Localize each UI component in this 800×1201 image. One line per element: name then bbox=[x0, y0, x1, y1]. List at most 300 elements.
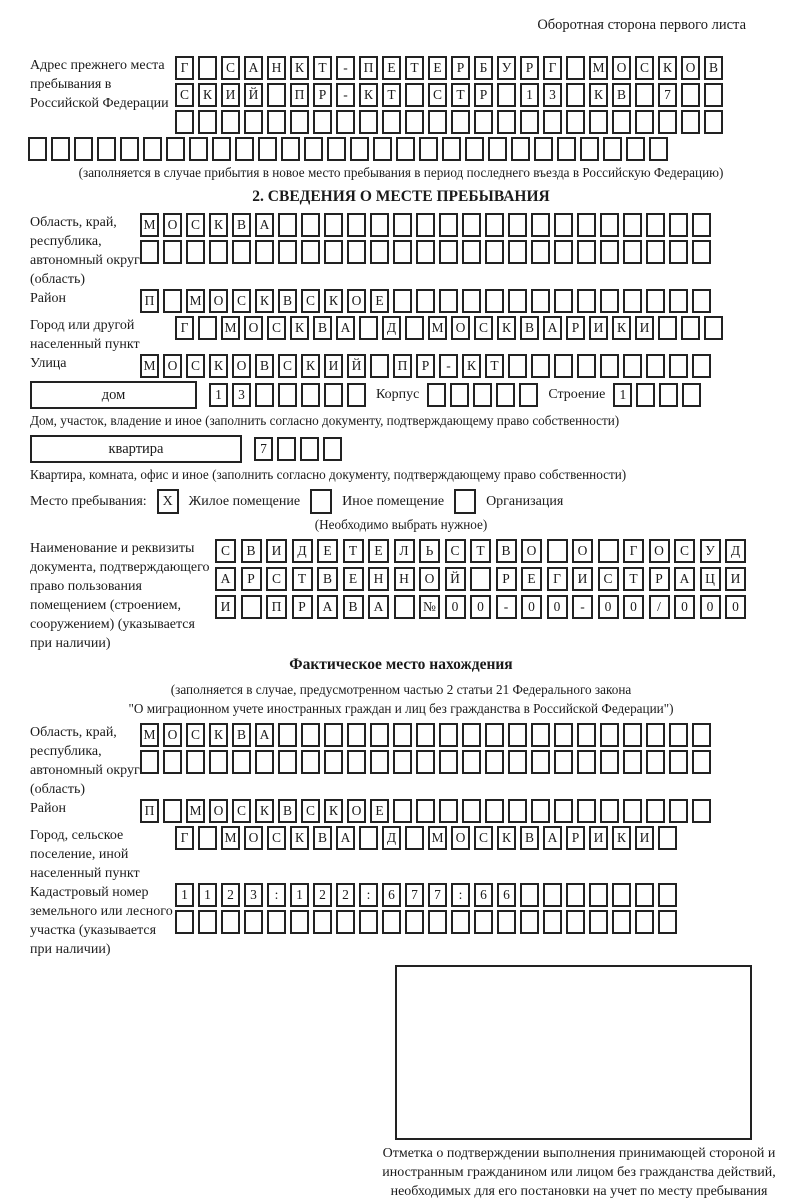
char-box[interactable] bbox=[324, 213, 343, 237]
char-box[interactable] bbox=[543, 910, 562, 934]
char-box[interactable] bbox=[281, 137, 300, 161]
char-box[interactable] bbox=[393, 213, 412, 237]
char-box[interactable]: Е bbox=[370, 799, 389, 823]
char-box[interactable]: О bbox=[572, 539, 593, 563]
char-box[interactable]: М bbox=[140, 213, 159, 237]
checkbox-organization[interactable] bbox=[454, 489, 476, 514]
char-box[interactable]: 3 bbox=[244, 883, 263, 907]
char-box[interactable] bbox=[163, 799, 182, 823]
char-box[interactable]: А bbox=[255, 213, 274, 237]
char-box[interactable] bbox=[405, 83, 424, 107]
char-box[interactable]: Г bbox=[623, 539, 644, 563]
char-box[interactable] bbox=[301, 723, 320, 747]
char-box[interactable] bbox=[600, 213, 619, 237]
char-box[interactable] bbox=[646, 354, 665, 378]
char-box[interactable]: Т bbox=[451, 83, 470, 107]
char-box[interactable]: 6 bbox=[497, 883, 516, 907]
char-box[interactable]: Р bbox=[649, 567, 670, 591]
char-box[interactable] bbox=[186, 240, 205, 264]
char-box[interactable] bbox=[393, 723, 412, 747]
char-box[interactable]: П bbox=[140, 289, 159, 313]
char-box[interactable]: А bbox=[244, 56, 263, 80]
char-box[interactable] bbox=[97, 137, 116, 161]
char-box[interactable] bbox=[336, 110, 355, 134]
char-box[interactable] bbox=[140, 240, 159, 264]
char-box[interactable] bbox=[635, 110, 654, 134]
char-box[interactable]: 2 bbox=[221, 883, 240, 907]
char-box[interactable] bbox=[393, 289, 412, 313]
char-box[interactable]: М bbox=[428, 316, 447, 340]
char-box[interactable] bbox=[373, 137, 392, 161]
char-box[interactable] bbox=[212, 137, 231, 161]
char-box[interactable]: Д bbox=[382, 826, 401, 850]
char-box[interactable] bbox=[646, 799, 665, 823]
char-box[interactable]: О bbox=[649, 539, 670, 563]
char-box[interactable]: 3 bbox=[543, 83, 562, 107]
char-box[interactable]: С bbox=[186, 213, 205, 237]
char-box[interactable]: И bbox=[635, 826, 654, 850]
char-box[interactable]: У bbox=[700, 539, 721, 563]
char-box[interactable]: 0 bbox=[445, 595, 466, 619]
char-box[interactable] bbox=[300, 437, 319, 461]
char-box[interactable] bbox=[462, 289, 481, 313]
char-box[interactable] bbox=[267, 110, 286, 134]
char-box[interactable]: С bbox=[186, 354, 205, 378]
char-box[interactable] bbox=[681, 83, 700, 107]
char-box[interactable]: Г bbox=[543, 56, 562, 80]
char-box[interactable]: Н bbox=[394, 567, 415, 591]
char-box[interactable] bbox=[692, 723, 711, 747]
char-box[interactable]: К bbox=[462, 354, 481, 378]
char-box[interactable] bbox=[485, 213, 504, 237]
char-box[interactable] bbox=[600, 799, 619, 823]
char-box[interactable]: С bbox=[232, 799, 251, 823]
char-box[interactable]: № bbox=[419, 595, 440, 619]
char-box[interactable] bbox=[416, 240, 435, 264]
char-box[interactable]: К bbox=[209, 723, 228, 747]
char-box[interactable] bbox=[462, 240, 481, 264]
char-box[interactable] bbox=[519, 383, 538, 407]
char-box[interactable]: А bbox=[336, 316, 355, 340]
char-box[interactable] bbox=[497, 110, 516, 134]
char-box[interactable] bbox=[393, 750, 412, 774]
char-box[interactable]: 0 bbox=[598, 595, 619, 619]
char-box[interactable] bbox=[462, 750, 481, 774]
char-box[interactable] bbox=[370, 240, 389, 264]
char-box[interactable] bbox=[692, 354, 711, 378]
char-box[interactable]: В bbox=[313, 316, 332, 340]
char-box[interactable]: С bbox=[266, 567, 287, 591]
char-box[interactable] bbox=[531, 213, 550, 237]
char-box[interactable]: К bbox=[209, 213, 228, 237]
char-box[interactable] bbox=[612, 883, 631, 907]
char-box[interactable] bbox=[313, 910, 332, 934]
char-box[interactable] bbox=[589, 110, 608, 134]
char-box[interactable] bbox=[474, 110, 493, 134]
char-box[interactable] bbox=[451, 910, 470, 934]
char-box[interactable]: К bbox=[301, 354, 320, 378]
char-box[interactable]: / bbox=[649, 595, 670, 619]
char-box[interactable]: М bbox=[221, 826, 240, 850]
char-box[interactable] bbox=[278, 383, 297, 407]
checkbox-residential[interactable]: X bbox=[157, 489, 179, 514]
char-box[interactable] bbox=[635, 883, 654, 907]
char-box[interactable]: В bbox=[520, 826, 539, 850]
char-box[interactable] bbox=[278, 723, 297, 747]
char-box[interactable] bbox=[28, 137, 47, 161]
char-box[interactable] bbox=[428, 910, 447, 934]
char-box[interactable]: Р bbox=[474, 83, 493, 107]
char-box[interactable] bbox=[577, 289, 596, 313]
char-box[interactable] bbox=[623, 240, 642, 264]
char-box[interactable]: 0 bbox=[700, 595, 721, 619]
char-box[interactable]: К bbox=[324, 289, 343, 313]
char-box[interactable]: 0 bbox=[674, 595, 695, 619]
char-box[interactable] bbox=[347, 723, 366, 747]
char-box[interactable] bbox=[520, 910, 539, 934]
char-box[interactable] bbox=[439, 750, 458, 774]
char-box[interactable]: О bbox=[612, 56, 631, 80]
char-box[interactable]: О bbox=[163, 723, 182, 747]
char-box[interactable]: М bbox=[140, 354, 159, 378]
char-box[interactable] bbox=[465, 137, 484, 161]
char-box[interactable]: И bbox=[589, 826, 608, 850]
char-box[interactable] bbox=[623, 723, 642, 747]
char-box[interactable]: - bbox=[336, 56, 355, 80]
char-box[interactable] bbox=[669, 723, 688, 747]
char-box[interactable] bbox=[324, 383, 343, 407]
char-box[interactable] bbox=[462, 799, 481, 823]
char-box[interactable] bbox=[267, 910, 286, 934]
char-box[interactable]: О bbox=[232, 354, 251, 378]
char-box[interactable] bbox=[649, 137, 668, 161]
char-box[interactable] bbox=[511, 137, 530, 161]
char-box[interactable] bbox=[520, 883, 539, 907]
char-box[interactable] bbox=[51, 137, 70, 161]
char-box[interactable] bbox=[442, 137, 461, 161]
char-box[interactable]: 7 bbox=[658, 83, 677, 107]
char-box[interactable]: П bbox=[359, 56, 378, 80]
char-box[interactable] bbox=[393, 799, 412, 823]
char-box[interactable] bbox=[416, 213, 435, 237]
char-box[interactable]: 2 bbox=[336, 883, 355, 907]
char-box[interactable]: А bbox=[368, 595, 389, 619]
char-box[interactable]: И bbox=[215, 595, 236, 619]
char-box[interactable] bbox=[531, 799, 550, 823]
char-box[interactable]: П bbox=[140, 799, 159, 823]
char-box[interactable] bbox=[554, 289, 573, 313]
char-box[interactable] bbox=[120, 137, 139, 161]
char-box[interactable]: : bbox=[267, 883, 286, 907]
char-box[interactable] bbox=[241, 595, 262, 619]
char-box[interactable]: Т bbox=[485, 354, 504, 378]
char-box[interactable]: Р bbox=[292, 595, 313, 619]
char-box[interactable]: К bbox=[497, 316, 516, 340]
char-box[interactable]: Е bbox=[382, 56, 401, 80]
char-box[interactable]: И bbox=[221, 83, 240, 107]
char-box[interactable]: Т bbox=[313, 56, 332, 80]
char-box[interactable] bbox=[692, 240, 711, 264]
char-box[interactable]: : bbox=[451, 883, 470, 907]
char-box[interactable] bbox=[669, 799, 688, 823]
char-box[interactable] bbox=[669, 750, 688, 774]
char-box[interactable] bbox=[301, 213, 320, 237]
char-box[interactable] bbox=[439, 240, 458, 264]
char-box[interactable] bbox=[646, 289, 665, 313]
char-box[interactable] bbox=[566, 110, 585, 134]
char-box[interactable] bbox=[428, 110, 447, 134]
char-box[interactable] bbox=[255, 383, 274, 407]
char-box[interactable] bbox=[140, 750, 159, 774]
char-box[interactable] bbox=[554, 799, 573, 823]
char-box[interactable]: Р bbox=[566, 316, 585, 340]
char-box[interactable]: 3 bbox=[232, 383, 251, 407]
char-box[interactable] bbox=[255, 750, 274, 774]
char-box[interactable] bbox=[323, 437, 342, 461]
char-box[interactable]: В bbox=[278, 289, 297, 313]
char-box[interactable]: К bbox=[209, 354, 228, 378]
char-box[interactable]: П bbox=[290, 83, 309, 107]
char-box[interactable] bbox=[692, 213, 711, 237]
char-box[interactable]: К bbox=[658, 56, 677, 80]
char-box[interactable] bbox=[636, 383, 655, 407]
char-box[interactable]: - bbox=[496, 595, 517, 619]
char-box[interactable]: О bbox=[681, 56, 700, 80]
char-box[interactable] bbox=[382, 110, 401, 134]
char-box[interactable]: А bbox=[674, 567, 695, 591]
char-box[interactable] bbox=[566, 910, 585, 934]
char-box[interactable]: А bbox=[317, 595, 338, 619]
char-box[interactable]: В bbox=[343, 595, 364, 619]
char-box[interactable]: В bbox=[520, 316, 539, 340]
char-box[interactable] bbox=[520, 110, 539, 134]
char-box[interactable] bbox=[681, 110, 700, 134]
char-box[interactable]: Л bbox=[394, 539, 415, 563]
char-box[interactable] bbox=[244, 910, 263, 934]
char-box[interactable] bbox=[600, 240, 619, 264]
char-box[interactable] bbox=[327, 137, 346, 161]
char-box[interactable] bbox=[485, 750, 504, 774]
char-box[interactable]: О bbox=[244, 826, 263, 850]
char-box[interactable] bbox=[669, 354, 688, 378]
char-box[interactable]: В bbox=[612, 83, 631, 107]
char-box[interactable] bbox=[278, 240, 297, 264]
char-box[interactable]: И bbox=[324, 354, 343, 378]
char-box[interactable] bbox=[419, 137, 438, 161]
char-box[interactable] bbox=[163, 750, 182, 774]
char-box[interactable] bbox=[198, 316, 217, 340]
char-box[interactable]: Е bbox=[343, 567, 364, 591]
char-box[interactable] bbox=[189, 137, 208, 161]
char-box[interactable]: 0 bbox=[547, 595, 568, 619]
char-box[interactable] bbox=[600, 723, 619, 747]
char-box[interactable]: Р bbox=[313, 83, 332, 107]
char-box[interactable] bbox=[658, 910, 677, 934]
char-box[interactable] bbox=[508, 240, 527, 264]
char-box[interactable] bbox=[612, 110, 631, 134]
char-box[interactable] bbox=[589, 910, 608, 934]
char-box[interactable] bbox=[646, 723, 665, 747]
char-box[interactable] bbox=[439, 723, 458, 747]
char-box[interactable] bbox=[175, 910, 194, 934]
char-box[interactable] bbox=[232, 750, 251, 774]
char-box[interactable] bbox=[209, 750, 228, 774]
char-box[interactable] bbox=[508, 289, 527, 313]
char-box[interactable]: В bbox=[255, 354, 274, 378]
char-box[interactable] bbox=[531, 354, 550, 378]
char-box[interactable] bbox=[198, 110, 217, 134]
char-box[interactable]: У bbox=[497, 56, 516, 80]
char-box[interactable] bbox=[198, 826, 217, 850]
char-box[interactable]: Й bbox=[445, 567, 466, 591]
char-box[interactable]: М bbox=[221, 316, 240, 340]
char-box[interactable]: К bbox=[589, 83, 608, 107]
char-box[interactable] bbox=[589, 883, 608, 907]
char-box[interactable]: С bbox=[232, 289, 251, 313]
char-box[interactable] bbox=[255, 240, 274, 264]
char-box[interactable]: С bbox=[186, 723, 205, 747]
char-box[interactable] bbox=[682, 383, 701, 407]
char-box[interactable] bbox=[301, 750, 320, 774]
char-box[interactable]: Й bbox=[244, 83, 263, 107]
char-box[interactable] bbox=[290, 110, 309, 134]
char-box[interactable]: С bbox=[474, 826, 493, 850]
char-box[interactable]: Г bbox=[175, 826, 194, 850]
char-box[interactable]: Т bbox=[470, 539, 491, 563]
char-box[interactable] bbox=[577, 354, 596, 378]
char-box[interactable] bbox=[359, 826, 378, 850]
char-box[interactable] bbox=[547, 539, 568, 563]
char-box[interactable] bbox=[543, 883, 562, 907]
char-box[interactable]: А bbox=[336, 826, 355, 850]
char-box[interactable] bbox=[359, 110, 378, 134]
char-box[interactable]: Д bbox=[725, 539, 746, 563]
char-box[interactable]: К bbox=[359, 83, 378, 107]
char-box[interactable]: К bbox=[612, 826, 631, 850]
char-box[interactable] bbox=[416, 750, 435, 774]
char-box[interactable] bbox=[221, 110, 240, 134]
char-box[interactable]: В bbox=[496, 539, 517, 563]
char-box[interactable] bbox=[258, 137, 277, 161]
char-box[interactable] bbox=[74, 137, 93, 161]
char-box[interactable]: 1 bbox=[290, 883, 309, 907]
char-box[interactable]: О bbox=[521, 539, 542, 563]
checkbox-other-premises[interactable] bbox=[310, 489, 332, 514]
char-box[interactable]: М bbox=[589, 56, 608, 80]
char-box[interactable] bbox=[394, 595, 415, 619]
char-box[interactable] bbox=[704, 83, 723, 107]
char-box[interactable]: 6 bbox=[474, 883, 493, 907]
char-box[interactable]: Й bbox=[347, 354, 366, 378]
char-box[interactable]: С bbox=[278, 354, 297, 378]
char-box[interactable] bbox=[485, 723, 504, 747]
char-box[interactable] bbox=[496, 383, 515, 407]
char-box[interactable]: С bbox=[445, 539, 466, 563]
char-box[interactable]: 7 bbox=[428, 883, 447, 907]
char-box[interactable]: С bbox=[598, 567, 619, 591]
char-box[interactable] bbox=[635, 83, 654, 107]
char-box[interactable] bbox=[235, 137, 254, 161]
char-box[interactable]: В bbox=[241, 539, 262, 563]
char-box[interactable] bbox=[462, 723, 481, 747]
char-box[interactable]: О bbox=[451, 826, 470, 850]
char-box[interactable]: И bbox=[266, 539, 287, 563]
char-box[interactable] bbox=[497, 83, 516, 107]
char-box[interactable] bbox=[405, 826, 424, 850]
char-box[interactable] bbox=[370, 354, 389, 378]
char-box[interactable]: 2 bbox=[313, 883, 332, 907]
char-box[interactable] bbox=[531, 240, 550, 264]
char-box[interactable]: Е bbox=[317, 539, 338, 563]
char-box[interactable] bbox=[277, 437, 296, 461]
char-box[interactable] bbox=[393, 240, 412, 264]
char-box[interactable] bbox=[396, 137, 415, 161]
char-box[interactable] bbox=[324, 723, 343, 747]
char-box[interactable] bbox=[347, 213, 366, 237]
char-box[interactable]: Р bbox=[566, 826, 585, 850]
char-box[interactable]: Т bbox=[343, 539, 364, 563]
char-box[interactable]: 1 bbox=[209, 383, 228, 407]
char-box[interactable] bbox=[577, 213, 596, 237]
char-box[interactable]: П bbox=[393, 354, 412, 378]
char-box[interactable]: К bbox=[198, 83, 217, 107]
char-box[interactable]: 1 bbox=[198, 883, 217, 907]
char-box[interactable] bbox=[554, 750, 573, 774]
char-box[interactable]: М bbox=[140, 723, 159, 747]
char-box[interactable] bbox=[554, 723, 573, 747]
char-box[interactable] bbox=[577, 723, 596, 747]
char-box[interactable]: Р bbox=[451, 56, 470, 80]
char-box[interactable] bbox=[531, 289, 550, 313]
char-box[interactable] bbox=[623, 354, 642, 378]
char-box[interactable] bbox=[370, 723, 389, 747]
char-box[interactable] bbox=[658, 110, 677, 134]
char-box[interactable] bbox=[473, 383, 492, 407]
char-box[interactable] bbox=[692, 799, 711, 823]
char-box[interactable]: В bbox=[232, 213, 251, 237]
char-box[interactable] bbox=[566, 883, 585, 907]
char-box[interactable]: П bbox=[266, 595, 287, 619]
char-box[interactable]: И bbox=[725, 567, 746, 591]
char-box[interactable] bbox=[439, 799, 458, 823]
char-box[interactable]: С bbox=[428, 83, 447, 107]
char-box[interactable]: Е bbox=[428, 56, 447, 80]
char-box[interactable]: К bbox=[290, 316, 309, 340]
char-box[interactable] bbox=[659, 383, 678, 407]
char-box[interactable]: А bbox=[543, 316, 562, 340]
char-box[interactable]: 0 bbox=[521, 595, 542, 619]
char-box[interactable]: К bbox=[497, 826, 516, 850]
char-box[interactable]: С bbox=[474, 316, 493, 340]
char-box[interactable]: О bbox=[244, 316, 263, 340]
char-box[interactable] bbox=[577, 799, 596, 823]
char-box[interactable]: Е bbox=[368, 539, 389, 563]
char-box[interactable] bbox=[543, 110, 562, 134]
char-box[interactable] bbox=[704, 316, 723, 340]
char-box[interactable] bbox=[623, 289, 642, 313]
char-box[interactable] bbox=[278, 750, 297, 774]
char-box[interactable] bbox=[600, 750, 619, 774]
char-box[interactable] bbox=[612, 910, 631, 934]
char-box[interactable]: М bbox=[186, 289, 205, 313]
char-box[interactable] bbox=[577, 240, 596, 264]
char-box[interactable]: О bbox=[163, 213, 182, 237]
char-box[interactable] bbox=[370, 750, 389, 774]
char-box[interactable] bbox=[485, 799, 504, 823]
char-box[interactable] bbox=[198, 56, 217, 80]
char-box[interactable] bbox=[600, 289, 619, 313]
char-box[interactable] bbox=[290, 910, 309, 934]
